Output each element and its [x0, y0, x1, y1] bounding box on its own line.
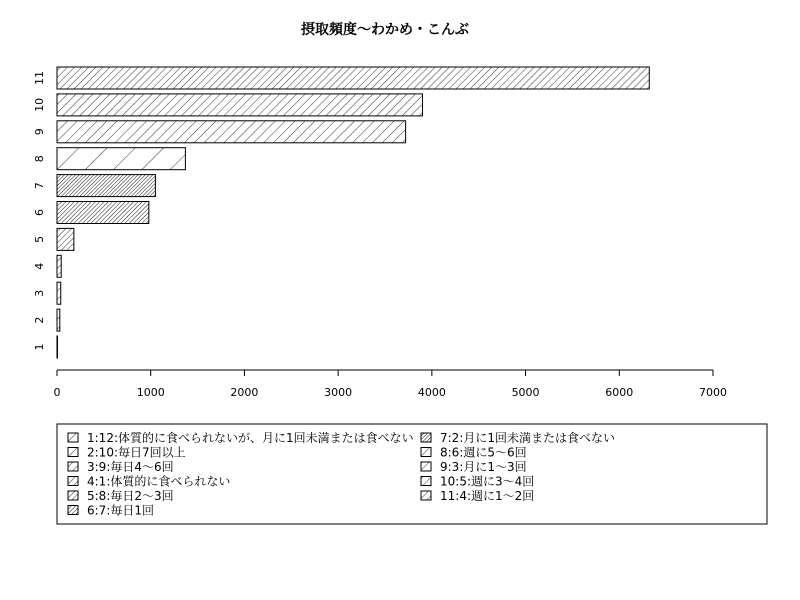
y-axis — [33, 71, 46, 351]
legend-swatch — [68, 477, 78, 486]
y-tick-label: 6 — [33, 209, 46, 216]
legend-swatch — [421, 491, 431, 500]
bar-6 — [57, 202, 149, 224]
legend-swatch — [421, 462, 431, 471]
y-tick-label: 11 — [33, 71, 46, 85]
bar-5 — [57, 228, 74, 250]
chart-title: 摂取頻度〜わかめ・こんぶ — [301, 22, 469, 38]
legend-label: 11:4:週に1〜2回 — [440, 489, 535, 503]
y-tick-label: 1 — [33, 343, 46, 351]
bar-1 — [57, 336, 58, 358]
y-tick-label: 8 — [33, 155, 46, 163]
x-tick-label: 6000 — [605, 386, 634, 399]
bar-8 — [57, 148, 185, 170]
x-axis — [54, 370, 728, 399]
x-tick-label: 2000 — [230, 386, 259, 399]
legend-swatch — [421, 433, 431, 442]
bar-4 — [57, 255, 61, 277]
legend-label: 7:2:月に1回未満または食べない — [440, 431, 615, 445]
x-tick-label: 7000 — [699, 386, 727, 399]
x-tick-label: 4000 — [417, 386, 446, 399]
bar-10 — [57, 94, 422, 116]
bar-7 — [57, 175, 155, 197]
y-tick-label: 9 — [33, 128, 46, 136]
legend-swatch — [68, 433, 78, 442]
legend-swatch — [421, 477, 431, 486]
y-tick-label: 5 — [33, 235, 46, 243]
legend-swatch — [68, 462, 78, 471]
bar-2 — [57, 309, 60, 331]
legend-label: 5:8:毎日2〜3回 — [87, 489, 174, 503]
legend-label: 10:5:週に3〜4回 — [440, 474, 535, 489]
legend-label: 2:10:毎日7回以上 — [87, 445, 186, 460]
y-tick-label: 3 — [33, 289, 46, 297]
bar-3 — [57, 282, 61, 304]
legend-label: 6:7:毎日1回 — [87, 503, 154, 518]
x-tick-label: 3000 — [324, 386, 353, 399]
y-tick-label: 4 — [33, 262, 46, 270]
legend-label: 9:3:月に1〜3回 — [440, 460, 527, 474]
legend-label: 1:12:体質的に食べられないが、月に1回未満または食べない — [87, 431, 414, 445]
y-tick-label: 10 — [33, 97, 46, 112]
x-tick-label: 5000 — [511, 386, 540, 399]
bars-layer — [57, 67, 649, 358]
legend-swatch — [421, 448, 431, 457]
x-tick-label: 1000 — [136, 386, 165, 399]
y-tick-label: 2 — [33, 316, 46, 324]
legend-swatch — [68, 491, 78, 500]
legend — [57, 424, 767, 524]
legend-label: 3:9:毎日4〜6回 — [87, 460, 174, 474]
x-tick-label: 0 — [53, 386, 61, 399]
bar-11 — [57, 67, 649, 89]
y-tick-label: 7 — [33, 182, 46, 190]
legend-label: 8:6:週に5〜6回 — [440, 445, 527, 460]
legend-label: 4:1:体質的に食べられない — [87, 474, 231, 489]
bar-9 — [57, 121, 406, 143]
legend-swatch — [68, 448, 78, 457]
legend-swatch — [68, 506, 78, 515]
